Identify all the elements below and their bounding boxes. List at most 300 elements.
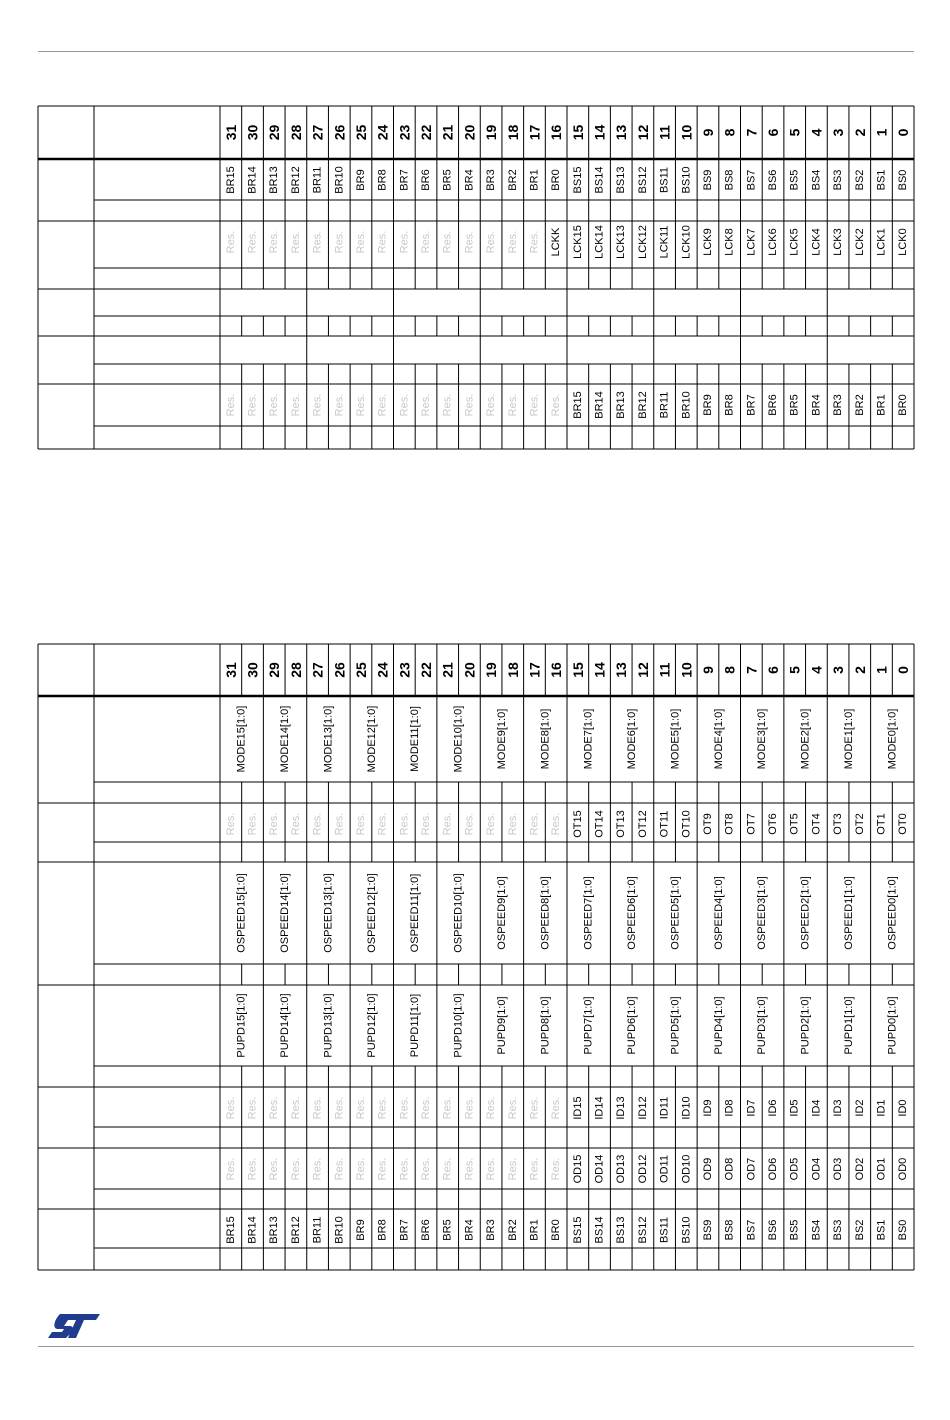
reserved-bit: Res. [463, 393, 476, 417]
reserved-bit: Res. [441, 812, 454, 836]
bit-field-br9: BR9 [354, 1219, 367, 1241]
bit-field-id15: ID15 [571, 1096, 584, 1120]
bit-field-bs7: BS7 [745, 169, 758, 191]
bit-field-br0: BR0 [897, 394, 910, 416]
bit-field-bs8: BS8 [723, 169, 736, 191]
bit-number-3: 3 [830, 128, 847, 137]
reserved-bit: Res. [224, 393, 237, 417]
bit-field-ot12: OT12 [636, 810, 649, 838]
reserved-bit: Res. [398, 230, 411, 254]
bit-field-br1: BR1 [875, 394, 888, 416]
bit-number-28: 28 [287, 124, 304, 141]
bit-field-id3: ID3 [832, 1099, 845, 1117]
bit-field-lck10: LCK10 [680, 225, 693, 259]
bit-field-br0: BR0 [550, 1219, 563, 1241]
bit-number-20: 20 [461, 124, 478, 141]
bit-field-od11: OD11 [658, 1155, 671, 1183]
bit-field-mode2: MODE2[1:0] [799, 708, 812, 770]
reserved-bit: Res. [289, 1096, 302, 1120]
bit-field-bs14: BS14 [593, 1216, 606, 1244]
bit-field-lck2: LCK2 [853, 228, 866, 256]
bit-field-ot14: OT14 [593, 810, 606, 838]
bit-field-bs15: BS15 [571, 1216, 584, 1244]
bit-field-mode14: MODE14[1:0] [279, 705, 292, 773]
bit-field-br15: BR15 [224, 166, 237, 194]
bit-field-id9: ID9 [701, 1099, 714, 1117]
bit-field-lck0: LCK0 [897, 228, 910, 256]
bit-number-8: 8 [721, 666, 738, 674]
bit-number-9: 9 [699, 128, 716, 137]
bit-field-pupd1: PUPD1[1:0] [842, 996, 855, 1055]
bit-field-ot6: OT6 [767, 813, 780, 835]
bit-field-ospeed10: OSPEED10[1:0] [452, 873, 465, 953]
bit-field-pupd6: PUPD6[1:0] [626, 996, 639, 1055]
bit-field-od4: OD4 [810, 1157, 823, 1181]
reserved-bit: Res. [463, 1096, 476, 1120]
bit-field-mode12: MODE12[1:0] [365, 705, 378, 773]
bit-field-id8: ID8 [723, 1099, 736, 1117]
reserved-bit: Res. [311, 812, 324, 836]
reserved-bit: Res. [333, 393, 346, 417]
bit-field-br11: BR11 [658, 391, 671, 419]
reserved-bit: Res. [485, 812, 498, 836]
bit-field-lck13: LCK13 [615, 225, 628, 259]
bit-field-id13: ID13 [615, 1096, 628, 1120]
bit-field-mode9: MODE9[1:0] [495, 708, 508, 770]
bit-field-br10: BR10 [333, 166, 346, 194]
bit-field-bs13: BS13 [615, 166, 628, 194]
bit-field-br5: BR5 [441, 1219, 454, 1241]
bit-number-14: 14 [591, 662, 608, 678]
bit-field-br0: BR0 [550, 169, 563, 191]
bit-field-ot1: OT1 [875, 813, 888, 835]
bit-field-ospeed3: OSPEED3[1:0] [756, 876, 769, 950]
bit-field-br14: BR14 [246, 166, 259, 194]
bit-number-30: 30 [244, 662, 261, 678]
bit-field-br3: BR3 [485, 1219, 498, 1241]
bit-field-pupd14: PUPD14[1:0] [279, 993, 292, 1058]
bit-field-bs0: BS0 [897, 169, 910, 191]
reserved-bit: Res. [376, 812, 389, 836]
bit-field-mode1: MODE1[1:0] [842, 708, 855, 770]
bit-field-pupd11: PUPD11[1:0] [409, 993, 422, 1058]
bit-number-29: 29 [266, 662, 283, 678]
bit-field-ot7: OT7 [745, 813, 758, 835]
reserved-bit: Res. [441, 230, 454, 254]
bit-field-br12: BR12 [636, 391, 649, 419]
bit-field-id12: ID12 [636, 1096, 649, 1120]
bit-field-br10: BR10 [333, 1216, 346, 1244]
bit-field-bs9: BS9 [701, 169, 714, 191]
bit-field-br4: BR4 [463, 1219, 476, 1241]
reserved-bit: Res. [311, 230, 324, 254]
bit-field-lck11: LCK11 [658, 225, 671, 259]
bit-field-od7: OD7 [745, 1157, 758, 1181]
reserved-bit: Res. [289, 393, 302, 417]
bit-field-br7: BR7 [745, 394, 758, 416]
reserved-bit: Res. [311, 393, 324, 417]
bottom-rule [38, 1346, 914, 1347]
bit-number-5: 5 [786, 128, 803, 137]
bit-field-mode11: MODE11[1:0] [409, 706, 422, 772]
bit-field-bs10: BS10 [680, 1216, 693, 1244]
bit-field-lck6: LCK6 [767, 228, 780, 256]
bit-number-21: 21 [439, 124, 456, 141]
bit-field-lck3: LCK3 [832, 228, 845, 256]
bit-field-ot5: OT5 [788, 813, 801, 835]
bit-field-br1: BR1 [528, 1219, 541, 1241]
bit-field-od14: OD14 [593, 1154, 606, 1184]
bit-field-bs5: BS5 [788, 169, 801, 191]
bit-field-lck14: LCK14 [593, 225, 606, 259]
bit-field-id5: ID5 [788, 1099, 801, 1117]
bit-field-ospeed4: OSPEED4[1:0] [712, 876, 725, 950]
bit-field-od5: OD5 [788, 1157, 801, 1181]
bit-field-ot9: OT9 [701, 813, 714, 835]
bit-field-pupd0: PUPD0[1:0] [886, 996, 899, 1055]
bit-field-br6: BR6 [420, 169, 433, 191]
bit-number-17: 17 [526, 124, 543, 141]
bit-field-mode3: MODE3[1:0] [756, 708, 769, 770]
bit-number-10: 10 [678, 124, 695, 141]
bit-field-bs1: BS1 [875, 1219, 888, 1241]
bit-field-br3: BR3 [485, 169, 498, 191]
reserved-bit: Res. [420, 1096, 433, 1120]
reserved-bit: Res. [398, 1157, 411, 1181]
reserved-bit: Res. [246, 230, 259, 254]
bit-field-br2: BR2 [506, 169, 519, 191]
bit-field-bs12: BS12 [636, 1216, 649, 1244]
bit-number-6: 6 [765, 128, 782, 137]
bit-field-pupd13: PUPD13[1:0] [322, 993, 335, 1058]
reserved-bit: Res. [420, 230, 433, 254]
bit-number-1: 1 [873, 666, 890, 674]
bit-field-lck9: LCK9 [701, 228, 714, 256]
reserved-bit: Res. [506, 393, 519, 417]
bit-field-bs14: BS14 [593, 166, 606, 194]
bit-field-pupd15: PUPD15[1:0] [235, 993, 248, 1058]
bit-field-pupd12: PUPD12[1:0] [365, 993, 378, 1058]
bit-field-bs0: BS0 [897, 1219, 910, 1241]
reserved-bit: Res. [354, 230, 367, 254]
reserved-bit: Res. [289, 812, 302, 836]
bit-number-18: 18 [504, 662, 521, 678]
bit-number-18: 18 [504, 124, 521, 141]
bit-number-28: 28 [287, 662, 304, 678]
reserved-bit: Res. [268, 1096, 281, 1120]
bit-field-br11: BR11 [311, 1216, 324, 1244]
bit-number-11: 11 [656, 125, 673, 140]
bit-field-pupd7: PUPD7[1:0] [582, 996, 595, 1055]
bit-field-lck5: LCK5 [788, 228, 801, 256]
reserved-bit: Res. [268, 230, 281, 254]
bit-field-pupd10: PUPD10[1:0] [452, 993, 465, 1058]
bit-number-22: 22 [418, 662, 435, 678]
reserved-bit: Res. [224, 1096, 237, 1120]
bit-field-lck12: LCK12 [636, 225, 649, 259]
bit-field-bs11: BS11 [658, 166, 671, 194]
reserved-bit: Res. [354, 812, 367, 836]
bit-field-lck8: LCK8 [723, 228, 736, 256]
bit-field-mode8: MODE8[1:0] [539, 708, 552, 770]
bit-field-br2: BR2 [506, 1219, 519, 1241]
reserved-bit: Res. [420, 393, 433, 417]
bit-field-br10: BR10 [680, 391, 693, 419]
bit-number-4: 4 [808, 666, 825, 674]
bit-field-lck7: LCK7 [745, 228, 758, 256]
reserved-bit: Res. [550, 1157, 563, 1181]
bit-field-id7: ID7 [745, 1099, 758, 1117]
bit-field-ospeed9: OSPEED9[1:0] [495, 876, 508, 950]
reserved-bit: Res. [528, 812, 541, 836]
bit-field-id4: ID4 [810, 1099, 823, 1117]
bit-field-br7: BR7 [398, 169, 411, 191]
bit-field-ospeed1: OSPEED1[1:0] [842, 876, 855, 950]
bit-number-31: 31 [222, 662, 239, 678]
bit-field-br15: BR15 [571, 391, 584, 419]
bit-field-ot11: OT11 [658, 810, 671, 838]
bit-number-30: 30 [244, 124, 261, 141]
bit-number-0: 0 [895, 128, 912, 137]
bit-field-od13: OD13 [615, 1154, 628, 1184]
reserved-bit: Res. [485, 230, 498, 254]
bit-field-ot15: OT15 [571, 810, 584, 838]
bit-number-16: 16 [548, 124, 565, 141]
bit-field-id1: ID1 [875, 1099, 888, 1117]
reserved-bit: Res. [420, 1157, 433, 1181]
bit-field-ospeed2: OSPEED2[1:0] [799, 876, 812, 950]
reserved-bit: Res. [528, 1096, 541, 1120]
bit-number-27: 27 [309, 662, 326, 678]
bit-field-od9: OD9 [701, 1157, 714, 1181]
bit-field-br4: BR4 [810, 394, 823, 416]
bit-field-br9: BR9 [354, 169, 367, 191]
bit-field-bs4: BS4 [810, 1219, 823, 1241]
reserved-bit: Res. [376, 1157, 389, 1181]
bit-field-ot8: OT8 [723, 813, 736, 835]
bit-field-ospeed6: OSPEED6[1:0] [626, 876, 639, 950]
bit-number-12: 12 [634, 662, 651, 678]
bit-field-br5: BR5 [441, 169, 454, 191]
bit-field-od0: OD0 [897, 1157, 910, 1181]
reserved-bit: Res. [289, 230, 302, 254]
reserved-bit: Res. [398, 812, 411, 836]
bit-number-19: 19 [483, 124, 500, 141]
bit-field-br14: BR14 [246, 1216, 259, 1244]
bit-number-21: 21 [439, 662, 456, 678]
bit-field-od2: OD2 [853, 1157, 866, 1181]
bit-number-2: 2 [851, 128, 868, 137]
reserved-bit: Res. [420, 812, 433, 836]
reserved-bit: Res. [246, 812, 259, 836]
bit-field-bs6: BS6 [767, 169, 780, 191]
bit-number-12: 12 [634, 124, 651, 141]
bit-number-15: 15 [569, 662, 586, 678]
reserved-bit: Res. [506, 230, 519, 254]
bit-number-20: 20 [461, 662, 478, 678]
reserved-bit: Res. [376, 1096, 389, 1120]
reserved-bit: Res. [246, 1157, 259, 1181]
bit-number-9: 9 [699, 666, 716, 674]
bit-field-bs11: BS11 [658, 1216, 671, 1244]
bit-field-br8: BR8 [376, 169, 389, 191]
bit-number-0: 0 [895, 666, 912, 674]
bit-field-ot13: OT13 [615, 810, 628, 838]
bit-field-ospeed7: OSPEED7[1:0] [582, 876, 595, 950]
bit-field-ospeed13: OSPEED13[1:0] [322, 873, 335, 953]
reserved-bit: Res. [333, 1096, 346, 1120]
bit-field-mode0: MODE0[1:0] [886, 708, 899, 770]
reserved-bit: Res. [441, 1096, 454, 1120]
reserved-bit: Res. [333, 812, 346, 836]
reserved-bit: Res. [528, 230, 541, 254]
bit-field-lck1: LCK1 [875, 228, 888, 256]
bit-field-br6: BR6 [767, 394, 780, 416]
bit-field-bs3: BS3 [832, 1219, 845, 1241]
bit-number-14: 14 [591, 124, 608, 141]
reserved-bit: Res. [224, 812, 237, 836]
bit-field-pupd3: PUPD3[1:0] [756, 996, 769, 1055]
reserved-bit: Res. [441, 1157, 454, 1181]
reserved-bit: Res. [485, 393, 498, 417]
bit-number-31: 31 [222, 124, 239, 141]
bit-field-pupd9: PUPD9[1:0] [495, 996, 508, 1055]
reserved-bit: Res. [441, 393, 454, 417]
bit-field-ospeed8: OSPEED8[1:0] [539, 876, 552, 950]
reserved-bit: Res. [485, 1157, 498, 1181]
reserved-bit: Res. [398, 393, 411, 417]
bit-field-bs2: BS2 [853, 169, 866, 191]
bit-field-br1: BR1 [528, 169, 541, 191]
bit-field-br13: BR13 [615, 391, 628, 419]
reserved-bit: Res. [268, 1157, 281, 1181]
bit-number-23: 23 [396, 124, 413, 141]
bit-field-pupd8: PUPD8[1:0] [539, 996, 552, 1055]
bit-field-br2: BR2 [853, 394, 866, 416]
reserved-bit: Res. [289, 1157, 302, 1181]
bit-field-bs8: BS8 [723, 1219, 736, 1241]
bit-field-ospeed12: OSPEED12[1:0] [365, 873, 378, 953]
bit-field-lck15: LCK15 [571, 225, 584, 259]
bit-field-id6: ID6 [767, 1099, 780, 1117]
bit-number-2: 2 [851, 666, 868, 674]
reserved-bit: Res. [506, 1096, 519, 1120]
bit-number-13: 13 [613, 124, 630, 141]
bit-field-mode6: MODE6[1:0] [626, 708, 639, 770]
bit-field-ospeed15: OSPEED15[1:0] [235, 873, 248, 953]
bit-field-id10: ID10 [680, 1096, 693, 1120]
bit-number-6: 6 [765, 666, 782, 674]
bit-field-br5: BR5 [788, 394, 801, 416]
reserved-bit: Res. [463, 230, 476, 254]
bit-number-7: 7 [743, 128, 760, 137]
reserved-bit: Res. [354, 1157, 367, 1181]
bit-field-bs5: BS5 [788, 1219, 801, 1241]
reserved-bit: Res. [506, 812, 519, 836]
bit-field-bs4: BS4 [810, 169, 823, 191]
bit-number-17: 17 [526, 662, 543, 678]
bit-field-bs13: BS13 [615, 1216, 628, 1244]
bit-number-7: 7 [743, 666, 760, 674]
bit-number-25: 25 [352, 662, 369, 678]
bit-field-bs12: BS12 [636, 166, 649, 194]
bit-field-ot3: OT3 [832, 813, 845, 835]
reserved-bit: Res. [246, 393, 259, 417]
reserved-bit: Res. [268, 812, 281, 836]
bit-field-br13: BR13 [268, 1216, 281, 1244]
bit-field-pupd4: PUPD4[1:0] [712, 996, 725, 1055]
bit-number-26: 26 [331, 662, 348, 678]
reserved-bit: Res. [550, 812, 563, 836]
reserved-bit: Res. [376, 393, 389, 417]
bit-field-bs10: BS10 [680, 166, 693, 194]
bit-field-od3: OD3 [832, 1157, 845, 1181]
bit-field-lckk: LCKK [550, 227, 563, 257]
reserved-bit: Res. [311, 1096, 324, 1120]
bit-field-br13: BR13 [268, 166, 281, 194]
bit-number-26: 26 [331, 124, 348, 141]
bit-field-br6: BR6 [420, 1219, 433, 1241]
bit-number-10: 10 [678, 662, 695, 678]
bit-number-16: 16 [548, 662, 565, 678]
bit-field-id0: ID0 [897, 1099, 910, 1117]
bit-field-ospeed5: OSPEED5[1:0] [669, 876, 682, 950]
reserved-bit: Res. [333, 230, 346, 254]
bit-field-br12: BR12 [289, 166, 302, 194]
bit-field-br7: BR7 [398, 1219, 411, 1241]
bit-field-id11: ID11 [658, 1096, 671, 1120]
bit-number-25: 25 [352, 124, 369, 141]
bit-field-bs7: BS7 [745, 1219, 758, 1241]
bit-field-bs6: BS6 [767, 1219, 780, 1241]
bit-field-br11: BR11 [311, 166, 324, 194]
bit-number-8: 8 [721, 128, 738, 137]
bit-field-od6: OD6 [767, 1157, 780, 1181]
bit-field-mode15: MODE15[1:0] [235, 705, 248, 773]
bit-field-od8: OD8 [723, 1157, 736, 1181]
bit-field-bs15: BS15 [571, 166, 584, 194]
bit-field-ot0: OT0 [897, 813, 910, 835]
bit-number-24: 24 [374, 662, 391, 678]
reserved-bit: Res. [354, 1096, 367, 1120]
reserved-bit: Res. [550, 1096, 563, 1120]
bit-number-5: 5 [786, 666, 803, 674]
reserved-bit: Res. [506, 1157, 519, 1181]
bit-number-1: 1 [873, 128, 890, 137]
bit-number-19: 19 [483, 662, 500, 678]
bit-field-ot4: OT4 [810, 813, 823, 835]
bit-field-od10: OD10 [680, 1154, 693, 1184]
bit-field-br14: BR14 [593, 391, 606, 419]
bit-field-bs9: BS9 [701, 1219, 714, 1241]
reserved-bit: Res. [485, 1096, 498, 1120]
bit-number-4: 4 [808, 128, 825, 137]
reserved-bit: Res. [463, 812, 476, 836]
bit-field-bs2: BS2 [853, 1219, 866, 1241]
bit-field-br8: BR8 [723, 394, 736, 416]
bit-field-id14: ID14 [593, 1096, 606, 1120]
reserved-bit: Res. [224, 1157, 237, 1181]
bit-field-ospeed11: OSPEED11[1:0] [409, 873, 422, 953]
bit-field-od15: OD15 [571, 1154, 584, 1184]
reserved-bit: Res. [376, 230, 389, 254]
bit-field-pupd2: PUPD2[1:0] [799, 996, 812, 1055]
bit-field-mode13: MODE13[1:0] [322, 705, 335, 773]
bit-field-br3: BR3 [832, 394, 845, 416]
bit-field-br15: BR15 [224, 1216, 237, 1244]
reserved-bit: Res. [333, 1157, 346, 1181]
bit-field-mode4: MODE4[1:0] [712, 708, 725, 770]
